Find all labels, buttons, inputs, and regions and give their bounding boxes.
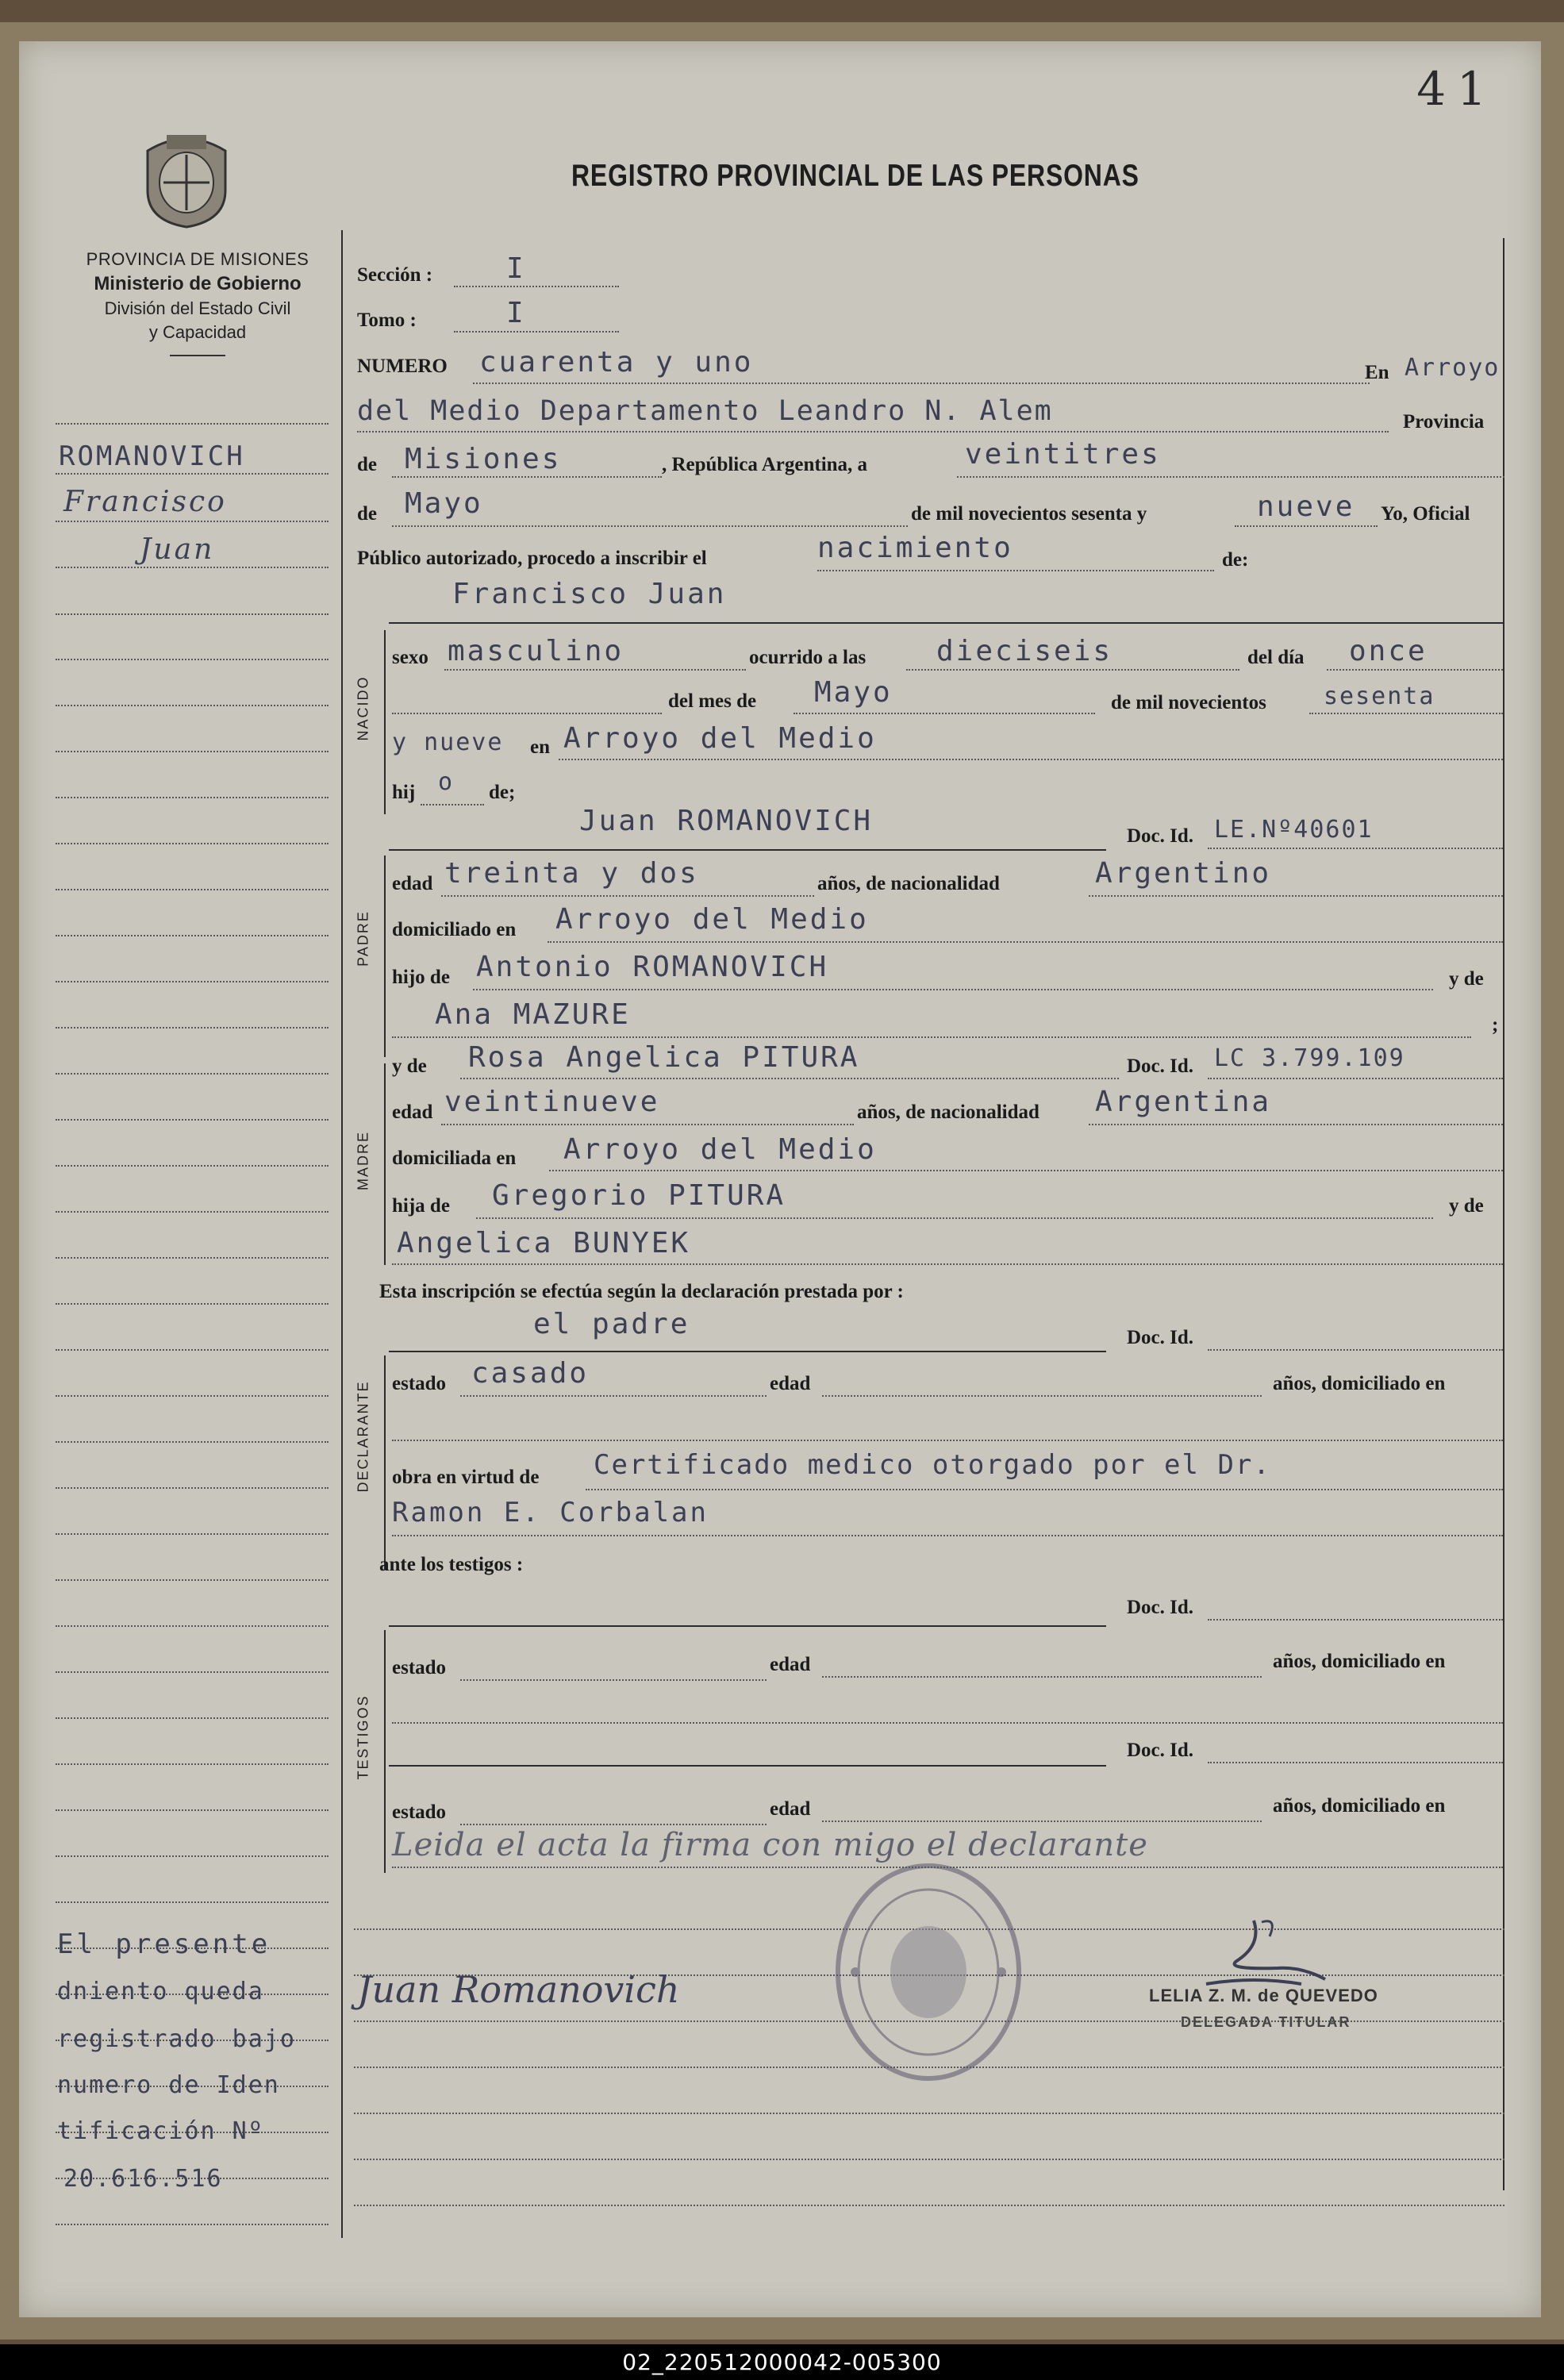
testigo1-doc-label: Doc. Id. <box>1127 1597 1194 1618</box>
dia-nac-line <box>1327 669 1503 671</box>
tomo-line <box>454 331 619 333</box>
padre-semicolon: ; <box>1492 1014 1499 1036</box>
margin-line <box>56 889 329 890</box>
padre-name-value: Juan ROMANOVICH <box>579 805 874 837</box>
testigo1-edad-line <box>822 1676 1262 1678</box>
lugar-value: del Medio Departamento Leandro N. Alem <box>357 395 1053 427</box>
dia-line <box>957 476 1504 478</box>
madre-madre-value: Angelica BUNYEK <box>397 1227 691 1259</box>
nacido-side-label: NACIDO <box>355 675 371 741</box>
margin-line <box>56 751 329 752</box>
testigos-side-label: TESTIGOS <box>355 1694 371 1780</box>
margin-note-5: tificación Nº <box>57 2117 264 2145</box>
padre-madre-line <box>392 1036 1471 1038</box>
padre-doc-value: LE.Nº40601 <box>1214 816 1374 844</box>
page-number: 41 <box>1416 62 1497 116</box>
declarante-bracket <box>384 1355 386 1570</box>
padre-dom-value: Arroyo del Medio <box>555 903 869 936</box>
declarante-edad-line <box>822 1395 1262 1397</box>
declarante-edad-label: edad <box>770 1373 811 1394</box>
margin-line <box>56 981 329 982</box>
padre-hijo-label: hijo de <box>392 967 450 988</box>
testigo2-doc-line <box>1208 1762 1503 1763</box>
declaracion-label: Esta inscripción se efectúa según la declaración prestada por : <box>379 1281 904 1302</box>
division-name-2: y Capacidad <box>148 321 247 342</box>
official-stamp-icon <box>833 1861 1024 2083</box>
signature-line-6 <box>354 2159 1504 2160</box>
margin-line <box>56 1487 329 1489</box>
padre-doc-line <box>1208 848 1503 849</box>
padre-nac-line <box>1089 895 1503 897</box>
declarante-estado-line <box>460 1395 767 1397</box>
madre-edad-value: veintinueve <box>444 1086 660 1118</box>
mil-novecientos-label: de mil novecientos sesenta y <box>911 503 1147 525</box>
provincia-label: Provincia <box>1403 411 1485 433</box>
margin-line <box>56 1441 329 1443</box>
madre-doc-line <box>1208 1078 1503 1079</box>
obra-line-2 <box>392 1535 1503 1536</box>
del-mes-lead-line <box>392 713 662 714</box>
testigo2-estado-line <box>460 1824 767 1825</box>
en-label: En <box>1365 362 1389 383</box>
official-title: DELEGADA TITULAR <box>1181 2014 1351 2030</box>
obra-value-2: Ramon E. Corbalan <box>392 1497 709 1528</box>
declarante-estado-value: casado <box>471 1357 590 1390</box>
margin-line <box>56 1763 329 1765</box>
nacido-top-rule <box>389 622 1503 624</box>
madre-dom-value: Arroyo del Medio <box>563 1133 877 1166</box>
acto-line <box>817 570 1214 571</box>
declarante-domicilio-label: años, domiciliado en <box>1273 1373 1446 1394</box>
right-frame <box>1503 238 1504 2190</box>
margin-line <box>56 423 329 425</box>
numero-line <box>473 383 1370 384</box>
margin-line <box>56 2224 329 2225</box>
en-value: Arroyo <box>1405 354 1501 382</box>
margin-given-name-1: Francisco <box>63 486 227 518</box>
margin-line <box>56 1809 329 1811</box>
testigo2-estado-label: estado <box>392 1801 447 1823</box>
madre-dom-line <box>549 1170 1503 1171</box>
filename-label: 02_220512000042-005300 <box>622 2349 942 2375</box>
testigo1-top-rule <box>389 1625 1106 1627</box>
margin-line <box>56 1717 329 1719</box>
margin-line <box>56 473 329 475</box>
mes-nac-line <box>794 713 1095 714</box>
lectura-value: Leida el acta la firma con migo el declarante <box>392 1827 1148 1863</box>
nacido-name-value: Francisco Juan <box>452 578 727 610</box>
testigos-bracket <box>384 1630 386 1873</box>
obra-line <box>586 1489 1503 1490</box>
madre-hija-value: Gregorio PITURA <box>492 1179 786 1212</box>
margin-line <box>56 1671 329 1673</box>
margin-line <box>56 1211 329 1213</box>
de-semicolon-label: de; <box>489 782 516 803</box>
madre-doc-label: Doc. Id. <box>1127 1055 1194 1077</box>
dia-nac-value: once <box>1349 635 1428 667</box>
testigo2-edad-line <box>822 1821 1262 1822</box>
testigo2-doc-label: Doc. Id. <box>1127 1740 1194 1761</box>
madre-bracket <box>384 1063 386 1265</box>
padre-hijo-value: Antonio ROMANOVICH <box>476 951 829 983</box>
division-name: División del Estado Civil <box>104 298 291 319</box>
testigo1-estado-label: estado <box>392 1657 447 1678</box>
margin-line <box>56 659 329 660</box>
declarante-side-label: DECLARANTE <box>355 1380 371 1493</box>
margin-line <box>56 521 329 522</box>
margin-note-1: El presente <box>57 1928 271 1960</box>
margin-note-6: 20.616.516 <box>63 2165 223 2193</box>
lugar-line <box>357 431 1389 433</box>
margin-line <box>56 1165 329 1167</box>
lugar-nac-line <box>559 759 1503 760</box>
signature-line-7 <box>354 2205 1504 2206</box>
margin-line <box>56 1303 329 1305</box>
padre-side-label: PADRE <box>355 910 371 967</box>
madre-doc-value: LC 3.799.109 <box>1214 1044 1405 1072</box>
padre-bracket <box>384 855 386 1057</box>
padre-hijo-line <box>473 989 1433 990</box>
ante-testigos-label: ante los testigos : <box>379 1554 524 1575</box>
declarante-signature: Juan Romanovich <box>357 1968 680 2011</box>
madre-name-value: Rosa Angelica PITURA <box>468 1041 860 1074</box>
lugar-nac-value: Arroyo del Medio <box>563 722 877 755</box>
madre-edad-label: edad <box>392 1102 433 1123</box>
seccion-value: I <box>506 252 526 285</box>
anio-line <box>1235 525 1378 527</box>
ministry-name: Ministerio de Gobierno <box>94 272 302 294</box>
margin-divider <box>341 230 343 2238</box>
de-label-2: de <box>357 503 377 525</box>
signature-line-5 <box>354 2113 1504 2114</box>
filename-bar <box>0 2344 1564 2380</box>
declarante-top-rule <box>389 1351 1106 1352</box>
anio-value: nueve <box>1257 490 1355 523</box>
margin-line <box>56 797 329 798</box>
margin-line <box>56 1395 329 1397</box>
obra-label: obra en virtud de <box>392 1467 540 1488</box>
margin-line <box>56 1257 329 1259</box>
padre-madre-value: Ana MAZURE <box>435 998 631 1031</box>
testigo1-domicilio-label: años, domiciliado en <box>1273 1651 1446 1672</box>
margin-line <box>56 1027 329 1029</box>
yo-oficial-label: Yo, Oficial <box>1381 503 1470 525</box>
seccion-label: Sección : <box>357 264 433 286</box>
padre-nac-value: Argentino <box>1095 857 1272 890</box>
header-rule <box>170 355 225 356</box>
margin-line <box>56 1119 329 1121</box>
testigo1-estado-line <box>460 1679 767 1681</box>
mes-nac-value: Mayo <box>814 676 893 709</box>
dia-value: veintitres <box>965 438 1161 471</box>
madre-y-de-label-2: y de <box>1449 1195 1484 1217</box>
margin-line <box>56 567 329 568</box>
nacido-bracket <box>384 630 386 814</box>
sexo-line <box>444 669 746 671</box>
padre-dom-line <box>548 941 1503 943</box>
madre-y-de-label: y de <box>392 1055 427 1077</box>
madre-name-line <box>460 1078 1119 1079</box>
official-name: LELIA Z. M. de QUEVEDO <box>1149 1986 1378 2005</box>
margin-line <box>56 1349 329 1351</box>
declarante-estado-label: estado <box>392 1373 447 1394</box>
mes-line <box>392 525 908 527</box>
province-name: PROVINCIA DE MISIONES <box>86 249 309 269</box>
mil-novecientos-label-2: de mil novecientos <box>1111 692 1266 713</box>
margin-line <box>56 1579 329 1581</box>
hij-line <box>421 804 484 806</box>
numero-label: NUMERO <box>357 356 448 377</box>
padre-edad-value: treinta y dos <box>444 857 699 890</box>
testigo1-dom-line <box>392 1722 1503 1724</box>
padre-nacionalidad-label: años, de nacionalidad <box>817 873 1000 894</box>
de-colon-label: de: <box>1222 549 1249 571</box>
declarante-dom-line <box>392 1440 1503 1441</box>
testigo2-domicilio-label: años, domiciliado en <box>1273 1795 1446 1817</box>
document-title: REGISTRO PROVINCIAL DE LAS PERSONAS <box>571 159 1139 193</box>
declarante-doc-line <box>1208 1349 1503 1351</box>
testigo2-edad-label: edad <box>770 1798 811 1820</box>
seccion-line <box>454 286 619 287</box>
anio-nac-line <box>1309 713 1503 714</box>
margin-line <box>56 1073 329 1075</box>
margin-line <box>56 1901 329 1903</box>
provincia-value: Misiones <box>405 443 562 475</box>
madre-hija-line <box>476 1217 1433 1219</box>
declarante-value: el padre <box>533 1308 690 1340</box>
de-label: de <box>357 454 377 475</box>
madre-nacionalidad-label: años, de nacionalidad <box>857 1102 1039 1123</box>
tomo-value: I <box>506 297 526 329</box>
testigo1-edad-label: edad <box>770 1654 811 1675</box>
obra-value: Certificado medico otorgado por el Dr. <box>594 1449 1271 1481</box>
acto-value: nacimiento <box>817 532 1013 564</box>
mes-value: Mayo <box>405 487 483 520</box>
anio-nac-value-2: y nueve <box>392 729 504 756</box>
provincial-seal-icon <box>140 127 233 229</box>
testigo1-doc-line <box>1208 1619 1503 1621</box>
padre-doc-label: Doc. Id. <box>1127 825 1194 847</box>
margin-line <box>56 1855 329 1857</box>
testigo2-top-rule <box>389 1765 1106 1767</box>
publico-label: Público autorizado, procedo a inscribir el <box>357 548 707 569</box>
issuer-header <box>43 248 352 356</box>
hora-line <box>906 669 1239 671</box>
margin-line <box>56 705 329 706</box>
padre-y-de-label: y de <box>1449 968 1484 990</box>
margin-given-name-2: Juan <box>140 533 215 566</box>
hij-value: o <box>438 768 455 796</box>
margin-surname: ROMANOVICH <box>59 440 245 472</box>
hora-value: dieciseis <box>936 635 1113 667</box>
declarante-doc-label: Doc. Id. <box>1127 1327 1194 1348</box>
padre-edad-label: edad <box>392 873 433 894</box>
numero-value: cuarenta y uno <box>479 346 754 379</box>
anio-nac-value-1: sesenta <box>1324 682 1435 710</box>
madre-side-label: MADRE <box>355 1131 371 1191</box>
padre-top-rule <box>389 849 1106 851</box>
tomo-label: Tomo : <box>357 310 417 331</box>
margin-note-2: dniento queda <box>57 1978 264 2005</box>
madre-edad-line <box>441 1124 854 1125</box>
margin-line <box>56 613 329 615</box>
padre-edad-line <box>441 895 814 897</box>
en-label-2: en <box>530 736 550 758</box>
madre-madre-line <box>392 1263 1503 1265</box>
madre-nac-value: Argentina <box>1095 1086 1272 1118</box>
madre-domicilio-label: domiciliada en <box>392 1148 517 1169</box>
sexo-label: sexo <box>392 647 428 668</box>
republica-label: , República Argentina, a <box>662 454 868 475</box>
margin-line <box>56 843 329 844</box>
hij-label: hij <box>392 782 416 803</box>
padre-domicilio-label: domiciliado en <box>392 919 517 940</box>
margin-line <box>56 1625 329 1627</box>
ocurrido-label: ocurrido a las <box>749 647 867 668</box>
del-dia-label: del día <box>1247 647 1305 668</box>
madre-nac-line <box>1089 1124 1503 1125</box>
madre-hija-label: hija de <box>392 1195 450 1217</box>
provincia-line <box>392 476 662 478</box>
del-mes-label: del mes de <box>668 690 757 712</box>
margin-line <box>56 1533 329 1535</box>
sexo-value: masculino <box>448 635 624 667</box>
margin-note-4: numero de Iden <box>57 2071 280 2099</box>
margin-note-3: registrado bajo <box>57 2025 296 2053</box>
margin-line <box>56 935 329 936</box>
